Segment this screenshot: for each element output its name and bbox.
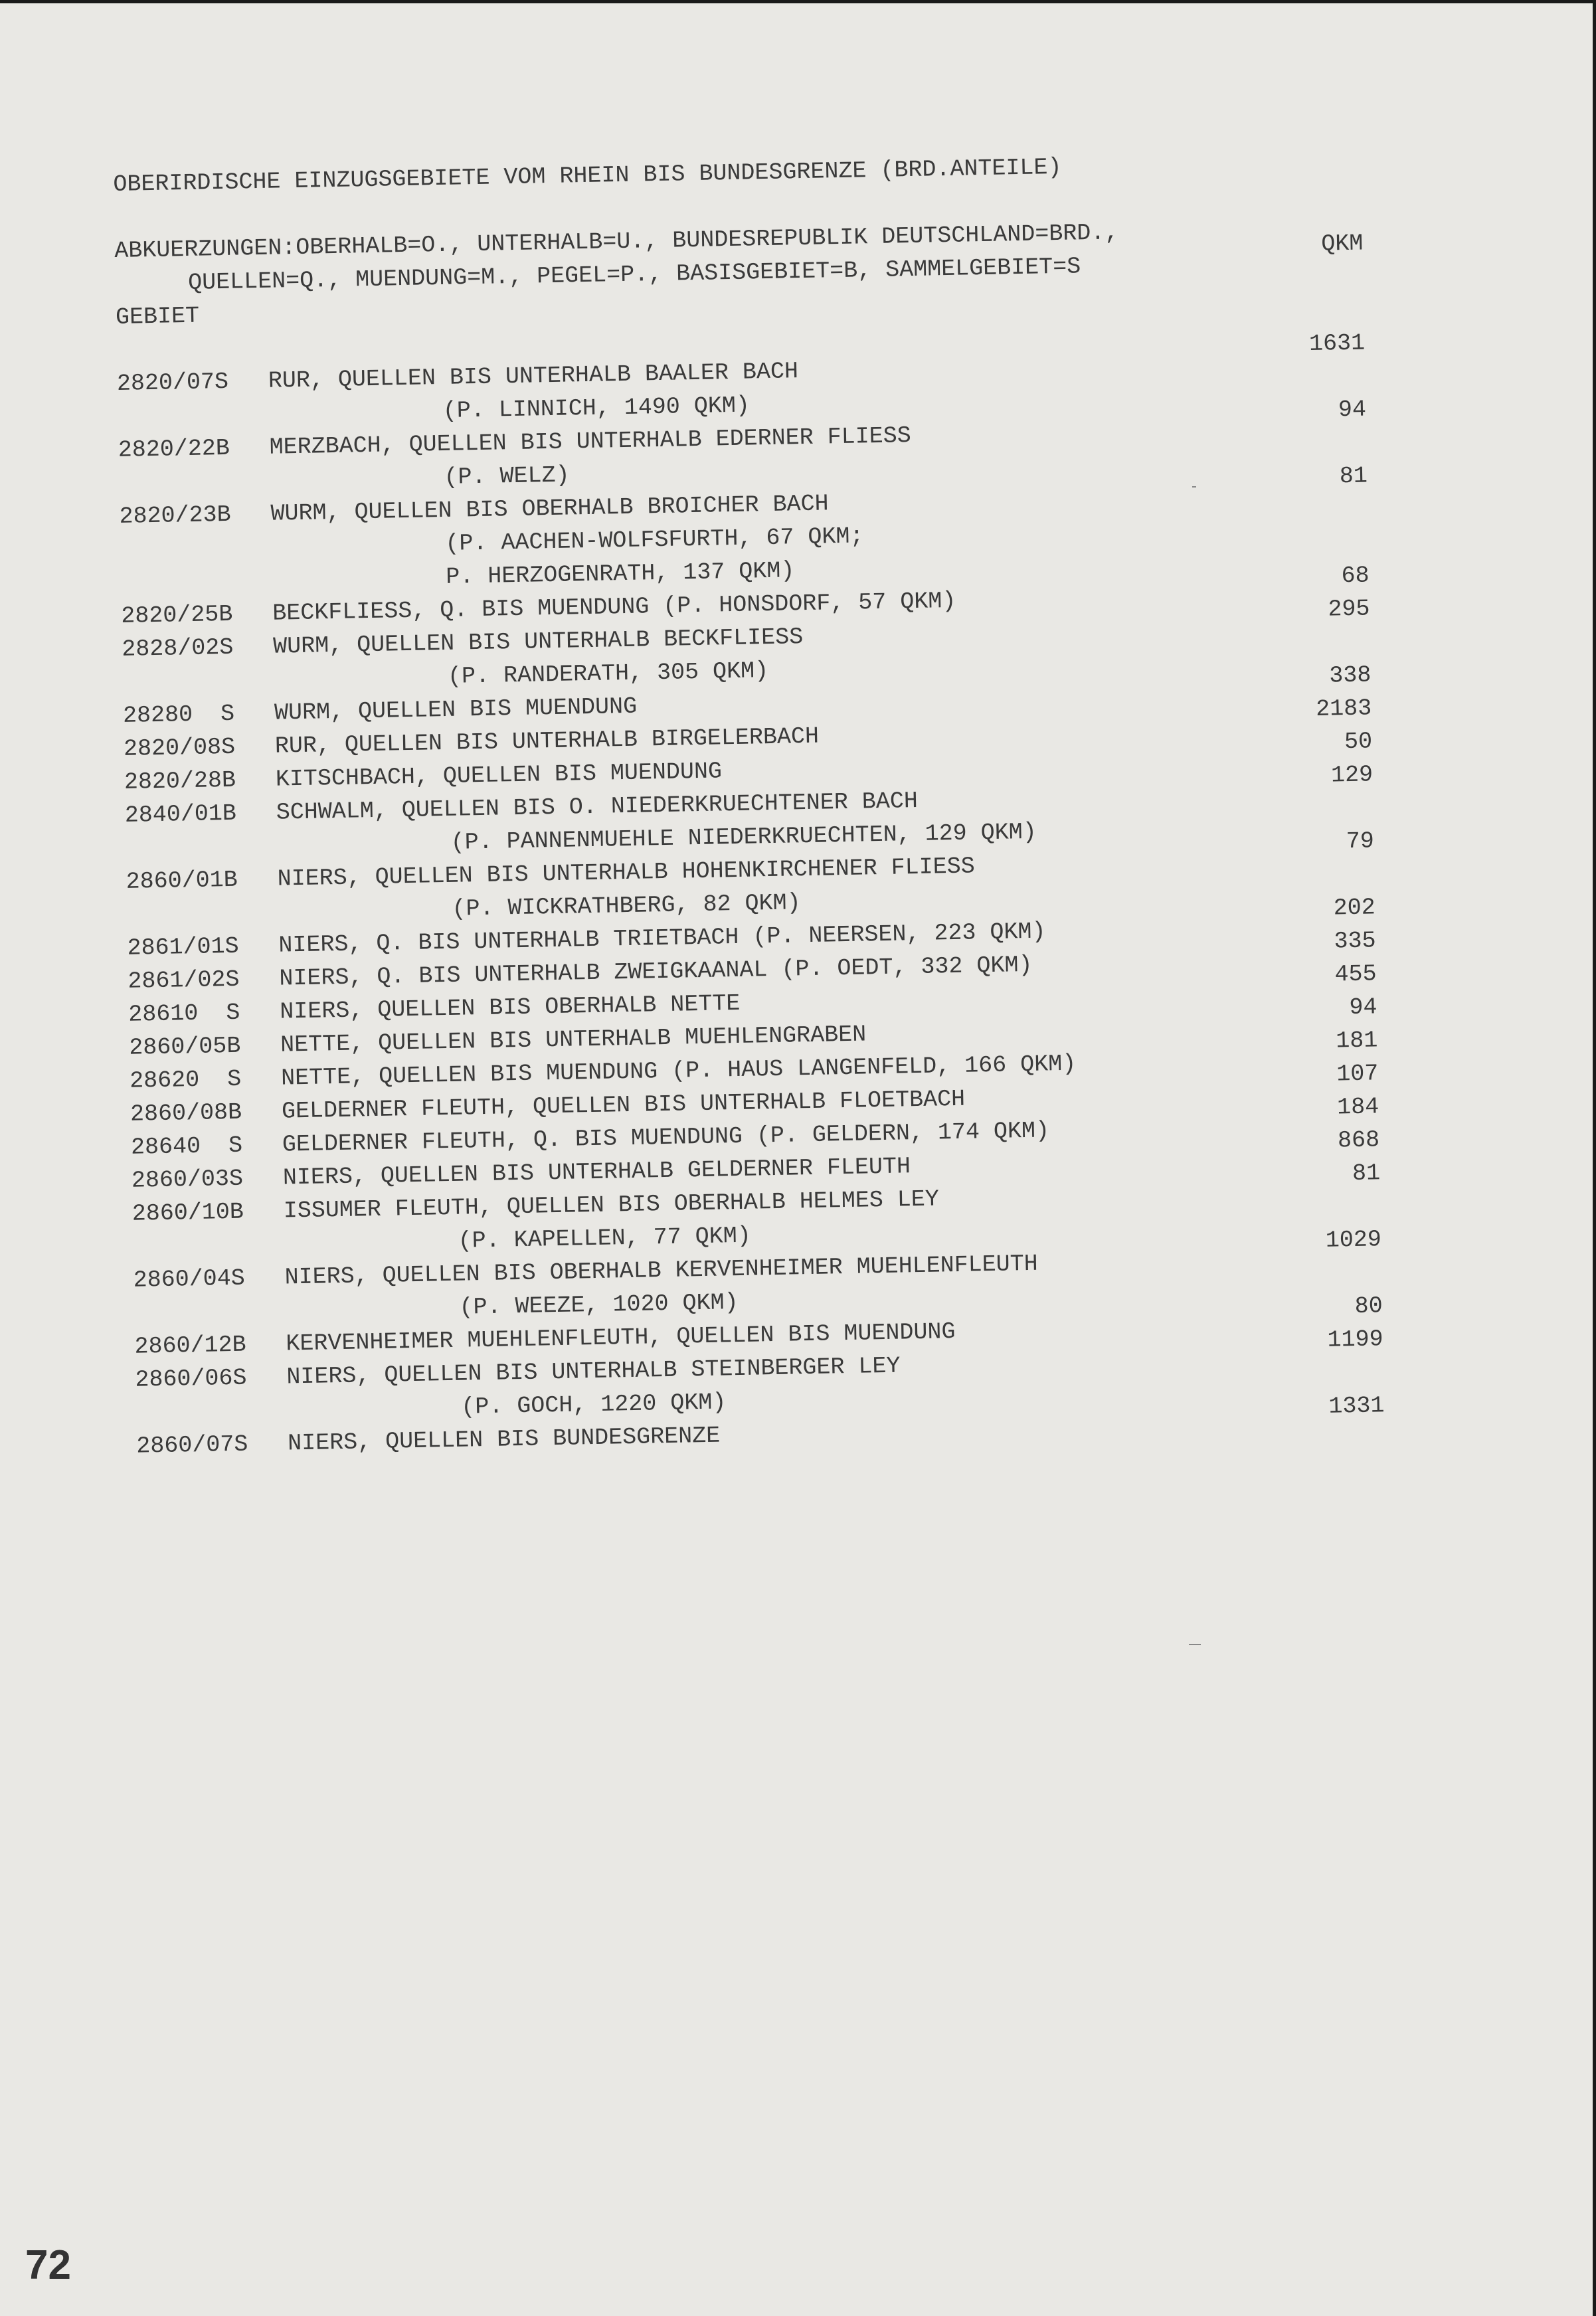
entry-area-qkm: 181 — [1336, 1027, 1378, 1055]
entry-gauge-note: (P. GOCH, 1220 QKM) — [460, 1389, 727, 1421]
entry-code: 2860/07S — [135, 1431, 248, 1460]
entry-code: 2820/23B — [119, 501, 231, 530]
entry-area-qkm: 1331 — [1328, 1392, 1385, 1420]
entry-code: 2860/10B — [132, 1198, 244, 1227]
entry-area-qkm: 335 — [1334, 927, 1377, 955]
entry-area-qkm: 202 — [1333, 894, 1376, 922]
entry-area-qkm: 80 — [1354, 1292, 1383, 1320]
entry-gauge-note: (P. WEEZE, 1020 QKM) — [459, 1289, 739, 1321]
entry-description: GELDERNER FLEUTH, QUELLEN BIS UNTERHALB FLOETBACH — [281, 1085, 966, 1125]
entry-area-qkm: 107 — [1336, 1060, 1379, 1088]
entry-area-qkm: 1199 — [1327, 1326, 1383, 1354]
entry-description: RUR, QUELLEN BIS UNTERHALB BAALER BACH — [268, 358, 799, 395]
entry-description: NETTE, QUELLEN BIS MUENDUNG (P. HAUS LANGENFELD, 166 QKM) — [280, 1050, 1077, 1092]
entry-gauge-note: (P. AACHEN-WOLFSFURTH, 67 QKM; — [445, 523, 864, 557]
entry-gauge-note: (P. PANNENMUEHLE NIEDERKRUECHTEN, 129 QKM) — [450, 818, 1037, 856]
entry-description: SCHWALM, QUELLEN BIS O. NIEDERKRUECHTENER BACH — [276, 787, 919, 826]
entry-description: RUR, QUELLEN BIS UNTERHALB BIRGELERBACH — [274, 723, 820, 760]
scan-speck — [1189, 1644, 1201, 1645]
entry-area-qkm: 868 — [1337, 1126, 1380, 1154]
entry-code: 2820/25B — [121, 600, 233, 630]
column-header-qkm: QKM — [1321, 230, 1364, 258]
entry-area-qkm: 1631 — [1308, 329, 1366, 358]
entry-description: WURM, QUELLEN BIS MUENDUNG — [274, 693, 638, 727]
entry-area-qkm: 94 — [1338, 396, 1367, 424]
entry-area-qkm: 50 — [1344, 728, 1373, 756]
entry-code: 2828/02S — [121, 634, 234, 663]
entry-area-qkm: 79 — [1346, 828, 1375, 855]
entry-area-qkm: 455 — [1334, 960, 1377, 988]
entry-description: WURM, QUELLEN BIS OBERHALB BROICHER BACH — [270, 490, 829, 527]
entry-code: 28280 S — [122, 700, 235, 729]
entry-description: NIERS, Q. BIS UNTERHALB ZWEIGKAANAL (P. OEDT, 332 QKM) — [279, 951, 1033, 992]
entry-description: NIERS, QUELLEN BIS UNTERHALB HOHENKIRCHENER FLIESS — [277, 853, 976, 893]
abbreviations-line-2-text: QUELLEN=Q., MUENDUNG=M., PEGEL=P., BASISGEBIET=B, SAMMELGEBIET=S — [187, 253, 1081, 296]
entry-code: 2861/01S — [127, 933, 239, 962]
entry-code: 2861/02S — [128, 966, 240, 995]
entry-code: 2860/06S — [135, 1364, 247, 1393]
entry-gauge-note: P. HERZOGENRATH, 137 QKM) — [446, 557, 795, 590]
column-header-gebiet: GEBIET — [115, 302, 200, 331]
entry-gauge-note: (P. RANDERATH, 305 QKM) — [447, 658, 769, 690]
entry-area-qkm: 2183 — [1315, 695, 1372, 723]
entry-area-qkm: 81 — [1339, 462, 1368, 490]
entry-code: 2860/03S — [131, 1165, 244, 1194]
entry-area-qkm: 338 — [1328, 662, 1372, 689]
entry-code: 2820/08S — [123, 733, 236, 762]
entry-area-qkm: 184 — [1336, 1093, 1379, 1121]
entry-description: WURM, QUELLEN BIS UNTERHALB BECKFLIESS — [272, 624, 804, 660]
entry-description: NIERS, QUELLEN BIS UNTERHALB STEINBERGER LEY — [286, 1352, 901, 1391]
entry-code: 2860/01B — [126, 866, 238, 895]
entry-description: MERZBACH, QUELLEN BIS UNTERHALB EDERNER FLIESS — [269, 422, 912, 461]
entry-description: KERVENHEIMER MUEHLENFLEUTH, QUELLEN BIS MUENDUNG — [286, 1318, 956, 1358]
entry-area-qkm: 68 — [1341, 562, 1370, 590]
entry-area-qkm: 295 — [1328, 595, 1370, 623]
entry-description: BECKFLIESS, Q. BIS MUENDUNG (P. HONSDORF, 57 QKM) — [272, 587, 956, 627]
entries-list — [116, 329, 1385, 1463]
entry-description: NIERS, QUELLEN BIS UNTERHALB GELDERNER FLEUTH — [282, 1153, 911, 1192]
document-title: OBERIRDISCHE EINZUGSGEBIETE VOM RHEIN BIS BUNDESGRENZE (BRD.ANTEILE) — [113, 153, 1062, 198]
entry-code: 2860/12B — [134, 1331, 246, 1360]
entry-code: 2860/04S — [133, 1265, 246, 1294]
entry-description: NIERS, QUELLEN BIS BUNDESGRENZE — [287, 1422, 721, 1457]
entry-gauge-note: (P. LINNICH, 1490 QKM) — [442, 392, 751, 424]
entry-code: 2860/05B — [128, 1032, 241, 1061]
entry-description: KITSCHBACH, QUELLEN BIS MUENDUNG — [275, 758, 723, 793]
entry-code: 28610 S — [128, 999, 240, 1028]
entry-code: 28620 S — [129, 1065, 242, 1095]
entry-code: 2820/07S — [116, 368, 229, 397]
entry-description: ISSUMER FLEUTH, QUELLEN BIS OBERHALB HELMES LEY — [283, 1186, 940, 1225]
entry-area-qkm: 1029 — [1325, 1226, 1382, 1254]
entry-area-qkm: 129 — [1330, 761, 1374, 789]
entry-gauge-note: (P. KAPELLEN, 77 QKM) — [458, 1222, 752, 1255]
entry-code: 28640 S — [130, 1132, 243, 1161]
page-number: 72 — [25, 2242, 71, 2288]
entry-gauge-note: (P. WICKRATHBERG, 82 QKM) — [452, 889, 801, 923]
entry-description: NIERS, QUELLEN BIS OBERHALB KERVENHEIMER MUEHLENFLEUTH — [284, 1250, 1039, 1291]
entry-description: NETTE, QUELLEN BIS UNTERHALB MUEHLENGRABEN — [280, 1021, 867, 1059]
entry-code: 2860/08B — [130, 1099, 242, 1128]
document-body — [113, 145, 1385, 1463]
entry-area-qkm: 81 — [1352, 1160, 1381, 1188]
entry-code: 2840/01B — [124, 800, 237, 829]
entry-code: 2820/22B — [118, 434, 230, 464]
entry-gauge-note: (P. WELZ) — [444, 462, 570, 491]
entry-code: 2820/28B — [124, 766, 236, 796]
abbreviations-line-1: ABKUERZUNGEN:OBERHALB=O., UNTERHALB=U., BUNDESREPUBLIK DEUTSCHLAND=BRD., — [114, 219, 1119, 264]
entry-area-qkm: 94 — [1349, 994, 1377, 1022]
entry-description: NIERS, QUELLEN BIS OBERHALB NETTE — [279, 990, 741, 1025]
entry-description: GELDERNER FLEUTH, Q. BIS MUENDUNG (P. GELDERN, 174 QKM) — [282, 1117, 1050, 1158]
scan-speck — [1192, 486, 1196, 488]
entry-description: NIERS, Q. BIS UNTERHALB TRIETBACH (P. NEERSEN, 223 QKM) — [278, 918, 1046, 959]
